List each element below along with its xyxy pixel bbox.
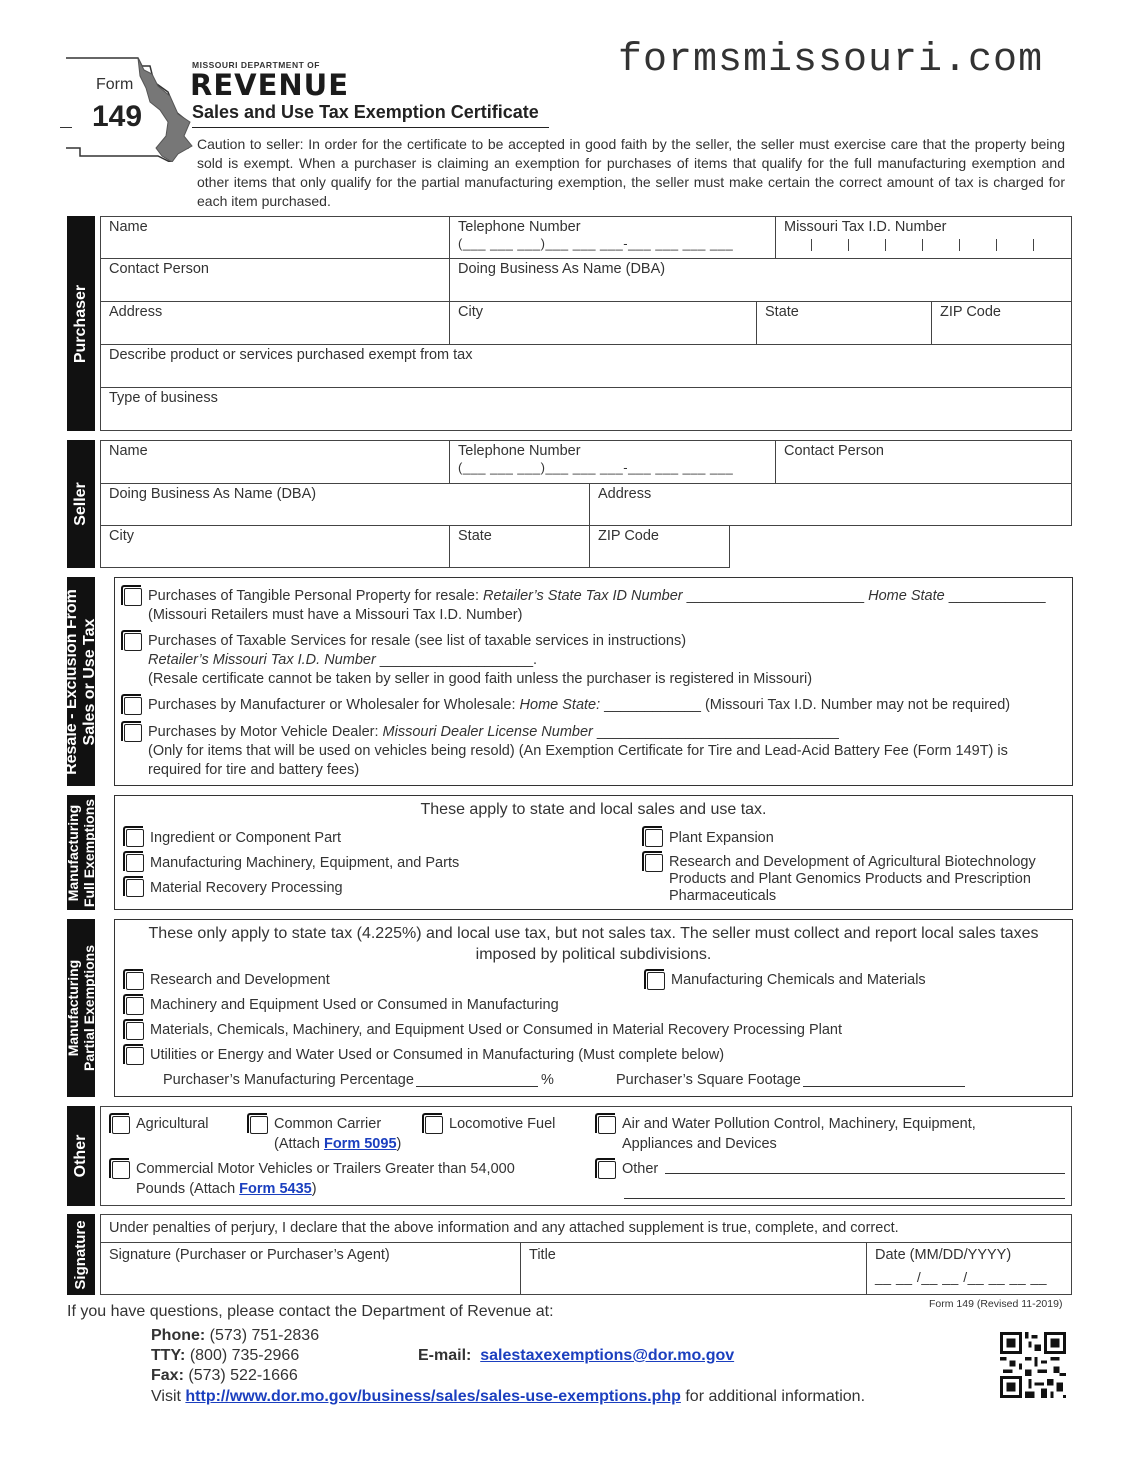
ag-biotech-label: Research and Development of Agricultural Biotechnology Products and Plant Genomics Products and Prescription Pharmaceuticals	[669, 854, 1036, 904]
utilities-checkbox[interactable]	[126, 1047, 144, 1065]
mfg-full-heading: These apply to state and local sales and use tax.	[420, 801, 767, 818]
seller-name-field[interactable]: Name	[100, 440, 450, 484]
resale-tangible-checkbox[interactable]	[124, 588, 142, 606]
seller-dba-field[interactable]: Doing Business As Name (DBA)	[100, 483, 590, 526]
partial-rd-label: Research and Development	[150, 972, 330, 988]
ingredient-checkbox[interactable]	[126, 829, 144, 847]
locomotive-label: Locomotive Fuel	[449, 1116, 556, 1132]
pollution-control-checkbox[interactable]	[598, 1116, 616, 1134]
mfg-chemicals-label: Manufacturing Chemicals and Materials	[671, 972, 926, 988]
resale-services-checkbox[interactable]	[124, 633, 142, 651]
agency-logo: REVENUE	[190, 68, 350, 102]
material-recovery-checkbox[interactable]	[126, 879, 144, 897]
pollution-control-label: Air and Water Pollution Control, Machinery, Equipment, Appliances and Devices	[622, 1116, 976, 1152]
purchaser-state-field[interactable]: State	[756, 301, 932, 345]
locomotive-checkbox[interactable]	[425, 1116, 443, 1134]
seller-city-field[interactable]: City	[100, 525, 450, 568]
material-recovery-label: Material Recovery Processing	[150, 880, 343, 896]
purchaser-type-field[interactable]: Type of business	[100, 387, 1072, 431]
purchaser-zip-field[interactable]: ZIP Code	[931, 301, 1072, 345]
mfg-partial-heading: These only apply to state tax (4.225%) and local use tax, but not sales tax. The seller must collect and report local sales taxes imposed by political subdivisions.	[148, 925, 1039, 963]
divider	[60, 127, 72, 128]
mfg-chemicals-checkbox[interactable]	[647, 972, 665, 990]
recovery-plant-label: Materials, Chemicals, Machinery, and Equipment Used or Consumed in Material Recovery Processing Plant	[150, 1022, 842, 1038]
form-title: Sales and Use Tax Exemption Certificate	[192, 102, 549, 128]
email-link[interactable]: salestaxexemptions@dor.mo.gov	[480, 1347, 735, 1364]
square-footage-input[interactable]	[803, 1086, 965, 1087]
other-input-line-2[interactable]	[624, 1198, 1065, 1199]
other-checkbox[interactable]	[598, 1161, 616, 1179]
resale-services-note: (Resale certificate cannot be taken by seller in good faith unless the purchaser is registered in Missouri)	[148, 671, 813, 687]
partial-rd-checkbox[interactable]	[126, 972, 144, 990]
recovery-plant-checkbox[interactable]	[126, 1022, 144, 1040]
resale-dealer-note-1: (Only for items that will be used on vehicles being resold) (An Exemption Certificate for Tire and Lead-Acid Battery Fee (Form 149T) is	[148, 743, 1008, 759]
purchaser-name-field[interactable]: Name	[100, 216, 450, 259]
website-link[interactable]: http://www.dor.mo.gov/business/sales/sales-use-exemptions.php	[185, 1388, 681, 1405]
common-carrier-checkbox[interactable]	[250, 1116, 268, 1134]
resale-services-label: Purchases of Taxable Services for resale (see list of taxable services in instructions)	[148, 633, 687, 649]
seller-phone-field[interactable]: Telephone Number (___ ___ ___)___ ___ ___-___ ___ ___ ___	[449, 440, 776, 484]
purchaser-dba-field[interactable]: Doing Business As Name (DBA)	[449, 258, 1072, 302]
site-watermark: formsmissouri.com	[618, 38, 1044, 83]
form-5435-link[interactable]: Form 5435	[239, 1181, 312, 1197]
qr-code-icon	[1000, 1332, 1066, 1398]
machinery-consumed-label: Machinery and Equipment Used or Consumed in Manufacturing	[150, 997, 559, 1013]
agricultural-label: Agricultural	[136, 1116, 209, 1132]
mfg-machinery-checkbox[interactable]	[126, 854, 144, 872]
agricultural-checkbox[interactable]	[112, 1116, 130, 1134]
mfg-full-section-label: Manufacturing Full Exemptions	[67, 795, 95, 910]
other-section-label: Other	[67, 1106, 95, 1206]
resale-section-label: Resale - Exclusion From Sales or Use Tax	[67, 577, 95, 786]
mfg-partial-section-label: Manufacturing Partial Exemptions	[67, 919, 95, 1097]
tty-line: TTY: (800) 735-2966	[151, 1347, 300, 1364]
mfg-machinery-label: Manufacturing Machinery, Equipment, and Parts	[150, 855, 460, 871]
plant-expansion-label: Plant Expansion	[669, 830, 774, 846]
other-label: Other	[622, 1161, 659, 1177]
machinery-consumed-checkbox[interactable]	[126, 997, 144, 1015]
email-line: E-mail: salestaxexemptions@dor.mo.gov	[418, 1347, 735, 1364]
form-label: Form	[96, 76, 134, 93]
purchaser-phone-field[interactable]: Telephone Number (___ ___ ___)___ ___ ___-___ ___ ___ ___	[449, 216, 776, 259]
fax-line: Fax: (573) 522-1666	[151, 1367, 298, 1384]
resale-services-taxid: Retailer’s Missouri Tax I.D. Number ___________________.	[148, 652, 538, 668]
signature-section-label: Signature	[67, 1214, 95, 1295]
date-field[interactable]: Date (MM/DD/YYYY) __ __ /__ __ /__ __ __ __	[866, 1242, 1072, 1295]
resale-wholesale-checkbox[interactable]	[124, 697, 142, 715]
contact-intro: If you have questions, please contact the Department of Revenue at:	[67, 1303, 554, 1320]
purchaser-city-field[interactable]: City	[449, 301, 757, 345]
common-carrier-label: Common Carrier	[274, 1116, 382, 1132]
seller-address-field[interactable]: Address	[589, 483, 1072, 526]
ag-biotech-checkbox[interactable]	[645, 854, 663, 872]
resale-wholesale-label: Purchases by Manufacturer or Wholesaler for Wholesale: Home State: ____________ (Missouri Tax I.D. Number may not be required)	[148, 697, 1011, 713]
purchaser-section-label: Purchaser	[67, 216, 95, 431]
resale-dealer-note-2: required for tire and battery fees)	[148, 762, 360, 778]
resale-dealer-checkbox[interactable]	[124, 724, 142, 742]
resale-tangible-note: (Missouri Retailers must have a Missouri Tax I.D. Number)	[148, 607, 523, 623]
visit-line: Visit http://www.dor.mo.gov/business/sales/sales-use-exemptions.php for additional information.	[151, 1388, 866, 1405]
purchaser-tax-id-field[interactable]: Missouri Tax I.D. Number	[775, 216, 1072, 259]
mfg-percentage-label: Purchaser’s Manufacturing Percentage	[163, 1072, 414, 1088]
percent-sign: %	[541, 1072, 554, 1088]
plant-expansion-checkbox[interactable]	[645, 829, 663, 847]
mfg-percentage-input[interactable]	[416, 1086, 538, 1087]
other-input-line-1[interactable]	[665, 1173, 1065, 1174]
department-label: MISSOURI DEPARTMENT OF	[192, 60, 320, 70]
commercial-vehicles-checkbox[interactable]	[112, 1161, 130, 1179]
declaration: Under penalties of perjury, I declare that the above information and any attached supplement is true, complete, and correct.	[100, 1214, 1072, 1243]
square-footage-label: Purchaser’s Square Footage	[616, 1072, 801, 1088]
title-field[interactable]: Title	[520, 1242, 867, 1295]
common-carrier-attach: (Attach Form 5095)	[274, 1136, 402, 1152]
resale-tangible-label: Purchases of Tangible Personal Property for resale: Retailer’s State Tax ID Number ______________________ Home State ____________	[148, 588, 1046, 604]
phone-line: Phone: (573) 751-2836	[151, 1327, 320, 1344]
purchaser-describe-field[interactable]: Describe product or services purchased exempt from tax	[100, 344, 1072, 388]
purchaser-address-field[interactable]: Address	[100, 301, 450, 345]
seller-contact-field[interactable]: Contact Person	[775, 440, 1072, 484]
caution-text: Caution to seller: In order for the certificate to be accepted in good faith by the seller, the seller must exercise care that the property being sold is exempt. When a purchaser is claiming an exemption for purchases of items that qualify for the full manufacturing exemption and other items that only qualify for the partial manufacturing exemption, the seller must make certain the correct amount of tax is charged for each item purchased.	[197, 136, 1065, 209]
seller-zip-field[interactable]: ZIP Code	[589, 525, 730, 568]
purchaser-contact-field[interactable]: Contact Person	[100, 258, 450, 302]
resale-dealer-label: Purchases by Motor Vehicle Dealer: Missouri Dealer License Number ______________________________	[148, 724, 839, 740]
form-5095-link[interactable]: Form 5095	[323, 1136, 397, 1152]
form-number: 149	[92, 100, 143, 133]
revision-label: Form 149 (Revised 11-2019)	[929, 1298, 1063, 1310]
seller-section-label: Seller	[67, 440, 95, 568]
signature-field[interactable]: Signature (Purchaser or Purchaser’s Agent)	[100, 1242, 521, 1295]
commercial-vehicles-label: Commercial Motor Vehicles or Trailers Greater than 54,000 Pounds (Attach Form 5435)	[136, 1161, 515, 1197]
seller-state-field[interactable]: State	[449, 525, 590, 568]
ingredient-label: Ingredient or Component Part	[150, 830, 342, 846]
utilities-label: Utilities or Energy and Water Used or Consumed in Manufacturing (Must complete below)	[150, 1047, 725, 1063]
